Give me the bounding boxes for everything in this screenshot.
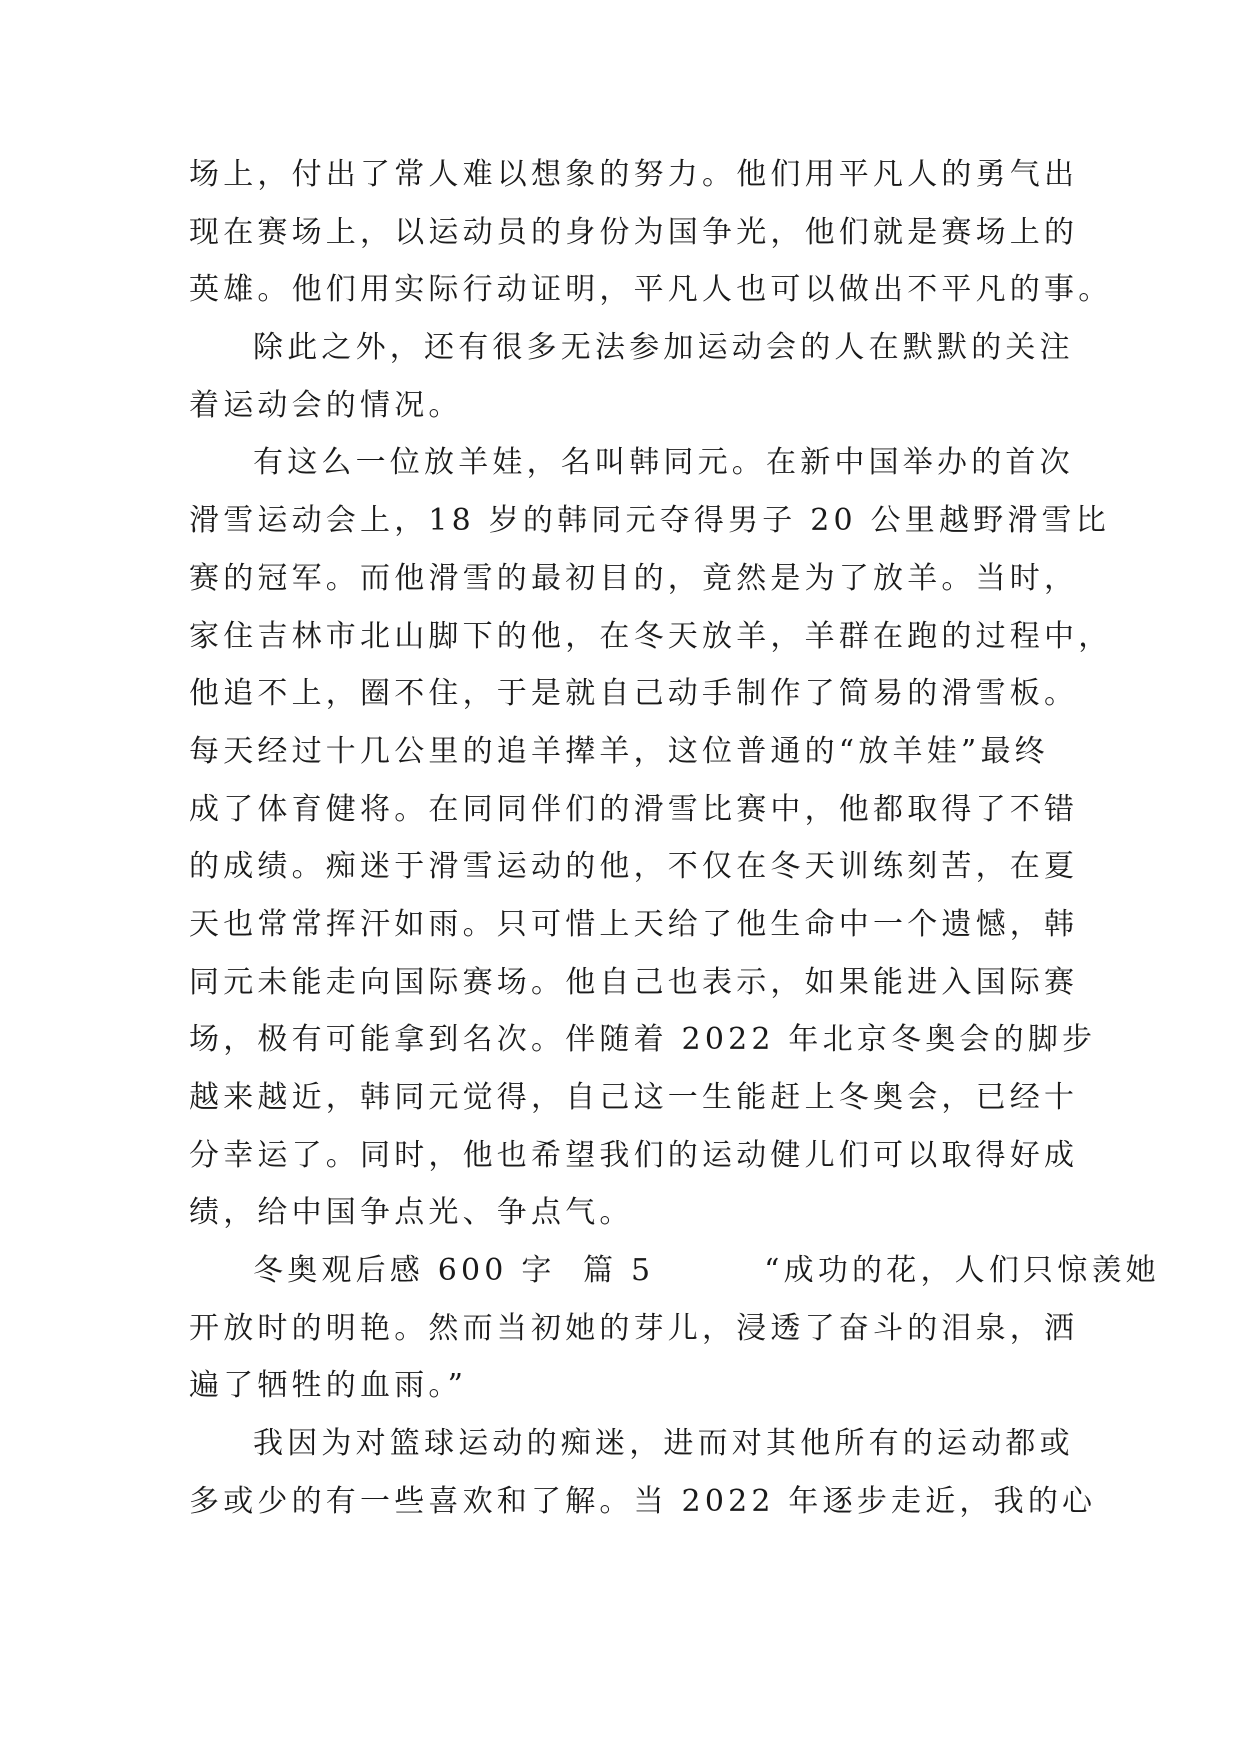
text-line: 场上，付出了常人难以想象的努力。他们用平凡人的勇气出 bbox=[189, 157, 1079, 192]
text-line: 越来越近，韩同元觉得，自己这一生能赶上冬奥会，已经十 bbox=[189, 1080, 1079, 1115]
paragraph-first-line: 有这么一位放羊娃，名叫韩同元。在新中国举办的首次 bbox=[253, 445, 1074, 481]
text-line: 分幸运了。同时，他也希望我们的运动健儿们可以取得好成 bbox=[189, 1137, 1079, 1173]
text-line: 场，极有可能拿到名次。伴随着 2022 年北京冬奥会的脚步 bbox=[189, 1022, 1097, 1058]
text-line: 着运动会的情况。 bbox=[189, 387, 463, 423]
text-line: 成了体育健将。在同同伴们的滑雪比赛中，他都取得了不错 bbox=[189, 791, 1079, 827]
text-line: 天也常常挥汗如雨。只可惜上天给了他生命中一个遗憾，韩 bbox=[189, 906, 1079, 942]
text-line: 现在赛场上，以运动员的身份为国争光，他们就是赛场上的 bbox=[189, 214, 1079, 250]
text-line: 赛的冠军。而他滑雪的最初目的，竟然是为了放羊。当时， bbox=[189, 560, 1079, 596]
text-line: 家住吉林市北山脚下的他，在冬天放羊，羊群在跑的过程中， bbox=[189, 618, 1113, 654]
text-line: 滑雪运动会上，18 岁的韩同元夺得男子 20 公里越野滑雪比 bbox=[189, 503, 1110, 539]
text-line: 英雄。他们用实际行动证明，平凡人也可以做出不平凡的事。 bbox=[189, 272, 1113, 308]
text-line: 他追不上，圈不住，于是就自己动手制作了简易的滑雪板。 bbox=[189, 676, 1079, 712]
text-line: 每天经过十几公里的追羊撵羊，这位普通的“放羊娃”最终 bbox=[189, 733, 1049, 769]
text-line: 开放时的明艳。然而当初她的芽儿，浸透了奋斗的泪泉，洒 bbox=[189, 1310, 1079, 1346]
document-body bbox=[189, 146, 1160, 1531]
paragraph-first-line: 除此之外，还有很多无法参加运动会的人在默默的关注 bbox=[253, 330, 1074, 366]
text-line: 绩，给中国争点光、争点气。 bbox=[189, 1195, 634, 1231]
text-line: 同元未能走向国际赛场。他自己也表示，如果能进入国际赛 bbox=[189, 964, 1079, 1000]
paragraph-first-line: 我因为对篮球运动的痴迷，进而对其他所有的运动都或 bbox=[253, 1426, 1074, 1462]
text-line: 的成绩。痴迷于滑雪运动的他，不仅在冬天训练刻苦，在夏 bbox=[189, 849, 1079, 885]
text-line: 多或少的有一些喜欢和了解。当 2022 年逐步走近，我的心 bbox=[189, 1483, 1097, 1519]
text-line: 遍了牺牲的血雨。” bbox=[189, 1368, 468, 1404]
section-heading-line: 冬奥观后感 600 字 篇 5 “成功的花，人们只惊羡她 bbox=[253, 1253, 1160, 1289]
